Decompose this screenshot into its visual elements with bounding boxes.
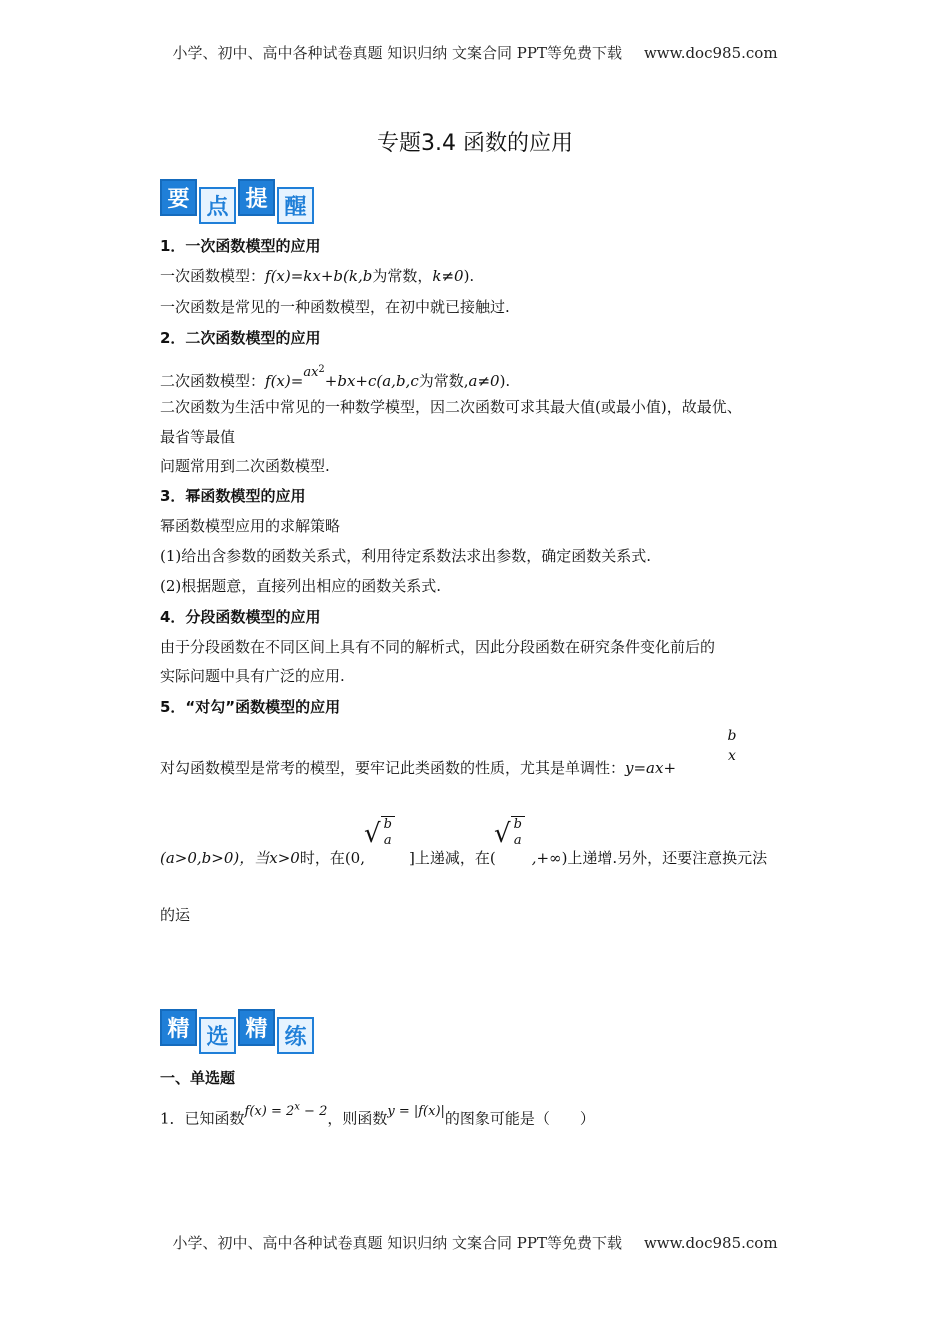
text-line: 二次函数为生活中常见的一种数学模型，因二次函数可求其最大值(或最小值)，故最优、: [160, 398, 742, 416]
banner-tile: 提: [238, 179, 275, 216]
header-left-text: 小学、初中、高中各种试卷真题 知识归纳 文案合同 PPT等免费下载: [172, 44, 622, 62]
sqrt-b-over-a: √ b a: [494, 816, 525, 849]
text-line: 实际问题中具有广泛的应用.: [160, 667, 345, 685]
header-url: www.doc985.com: [643, 44, 778, 62]
banner-key-points: [160, 182, 314, 224]
section-heading: 2．二次函数模型的应用: [160, 329, 321, 347]
section-heading: 5．“对勾”函数模型的应用: [160, 698, 341, 716]
exercise-heading: 一、单选题: [160, 1069, 236, 1087]
fraction: b x: [727, 728, 737, 764]
question-1: 1．已知函数$f(x) = 2^x - 2$，则函数y = |f(x)|的图象可能是（ ）: [160, 1102, 595, 1128]
footer-left-text: 小学、初中、高中各种试卷真题 知识归纳 文案合同 PPT等免费下载: [172, 1234, 622, 1252]
text-line: (2)根据题意，直接列出相应的函数关系式.: [160, 577, 442, 595]
text-line: 由于分段函数在不同区间上具有不同的解析式，因此分段函数在研究条件变化前后的: [160, 638, 716, 656]
text-line: 最省等最值: [160, 428, 236, 446]
text-line: 一次函数是常见的一种函数模型，在初中就已接触过.: [160, 298, 510, 316]
banner-tile: 选: [199, 1017, 236, 1054]
text-line: 对勾函数模型是常考的模型，要牢记此类函数的性质，尤其是单调性：y=ax+: [160, 759, 677, 777]
text-line: (1)给出含参数的函数关系式，利用待定系数法求出参数，确定函数关系式.: [160, 547, 652, 565]
text-line: 二次函数模型：$f(x)=ax^2+bx+c(a,b,c$为常数,a≠0).: [160, 364, 511, 390]
page-header: [0, 42, 950, 63]
text-line: (a>0,b>0)，当x>0时，在(0, ]上递减，在( ,+∞)上递增.另外，还要注意换元法: [160, 849, 768, 867]
banner-tile: 点: [199, 187, 236, 224]
page-footer: [0, 1232, 950, 1253]
banner-tile: 要: [160, 179, 197, 216]
text-line: 的运: [160, 906, 191, 924]
page-title: 专题3.4 函数的应用: [377, 131, 573, 156]
text-line: 一次函数模型：f(x)=kx+b(k,b为常数，k≠0).: [160, 267, 475, 285]
banner-tile: 精: [238, 1009, 275, 1046]
section-heading: 1．一次函数模型的应用: [160, 237, 321, 255]
banner-tile: 精: [160, 1009, 197, 1046]
text-line: 幂函数模型应用的求解策略: [160, 517, 341, 535]
sqrt-b-over-a: √ b a: [364, 816, 395, 849]
section-heading: 3．幂函数模型的应用: [160, 487, 306, 505]
banner-tile: 练: [277, 1017, 314, 1054]
banner-selected-practice: [160, 1012, 314, 1054]
section-heading: 4．分段函数模型的应用: [160, 608, 321, 626]
text-line: 问题常用到二次函数模型.: [160, 457, 330, 475]
banner-tile: 醒: [277, 187, 314, 224]
footer-url: www.doc985.com: [643, 1234, 778, 1252]
